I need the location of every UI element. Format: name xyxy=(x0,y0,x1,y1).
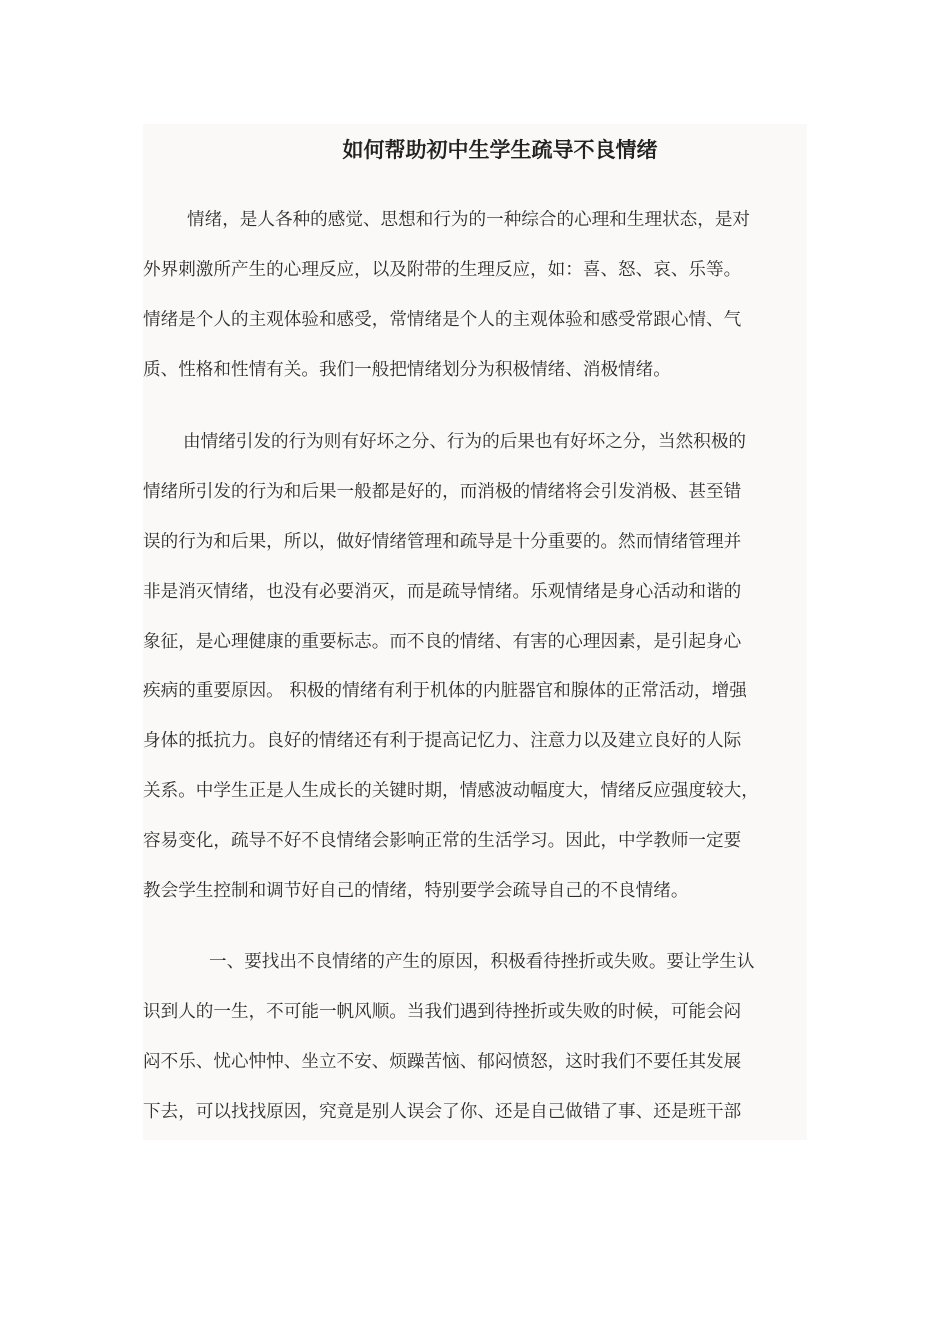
paragraph-line: 非是消灭情绪，也没有必要消灭，而是疏导情绪。乐观情绪是身心活动和谐的 xyxy=(143,581,742,602)
paragraph-line: 容易变化，疏导不好不良情绪会影响正常的生活学习。因此，中学教师一定要 xyxy=(143,831,742,852)
paragraph-line: 疾病的重要原因。 积极的情绪有利于机体的内脏器官和腺体的正常活动，增强 xyxy=(143,681,747,702)
paragraph-line: 情绪所引发的行为和后果一般都是好的，而消极的情绪将会引发消极、甚至错 xyxy=(143,481,742,502)
paragraph-line: 下去，可以找找原因，究竟是别人误会了你、还是自己做错了事、还是班干部 xyxy=(143,1101,742,1122)
paragraph-section-one xyxy=(143,938,807,1138)
paragraph-line: 外界刺激所产生的心理反应，以及附带的生理反应，如：喜、怒、哀、乐等。 xyxy=(143,259,742,280)
paragraph-line: 情绪是个人的主观体验和感受，常情绪是个人的主观体验和感受常跟心情、气 xyxy=(143,309,742,330)
paragraph-line: 误的行为和后果，所以，做好情绪管理和疏导是十分重要的。然而情绪管理并 xyxy=(143,531,742,552)
paragraph-line: 关系。中学生正是人生成长的关键时期，情感波动幅度大，情绪反应强度较大， xyxy=(143,781,759,802)
paragraph-line: 象征，是心理健康的重要标志。而不良的情绪、有害的心理因素，是引起身心 xyxy=(143,631,742,652)
document-title: 如何帮助初中生学生疏导不良情绪 xyxy=(342,138,658,162)
paragraph-intro xyxy=(143,196,807,396)
paragraph-line: 闷不乐、忧心忡忡、坐立不安、烦躁苦恼、郁闷愤怒，这时我们不要任其发展 xyxy=(143,1051,742,1072)
paragraph-line: 情绪，是人各种的感觉、思想和行为的一种综合的心理和生理状态，是对 xyxy=(187,210,751,230)
paragraph-line: 一、要找出不良情绪的产生的原因，积极看待挫折或失败。要让学生认 xyxy=(209,952,755,972)
paragraph-line: 教会学生控制和调节好自己的情绪，特别要学会疏导自己的不良情绪。 xyxy=(143,881,689,902)
paragraph-behavior xyxy=(143,418,807,917)
paragraph-line: 识到人的一生，不可能一帆风顺。当我们遇到待挫折或失败的时候，可能会闷 xyxy=(143,1001,742,1022)
paragraph-line: 身体的抵抗力。良好的情绪还有利于提高记忆力、注意力以及建立良好的人际 xyxy=(143,731,742,752)
paragraph-line: 质、性格和性情有关。我们一般把情绪划分为积极情绪、消极情绪。 xyxy=(143,359,671,380)
paragraph-line: 由情绪引发的行为则有好坏之分、行为的后果也有好坏之分，当然积极的 xyxy=(183,432,747,452)
